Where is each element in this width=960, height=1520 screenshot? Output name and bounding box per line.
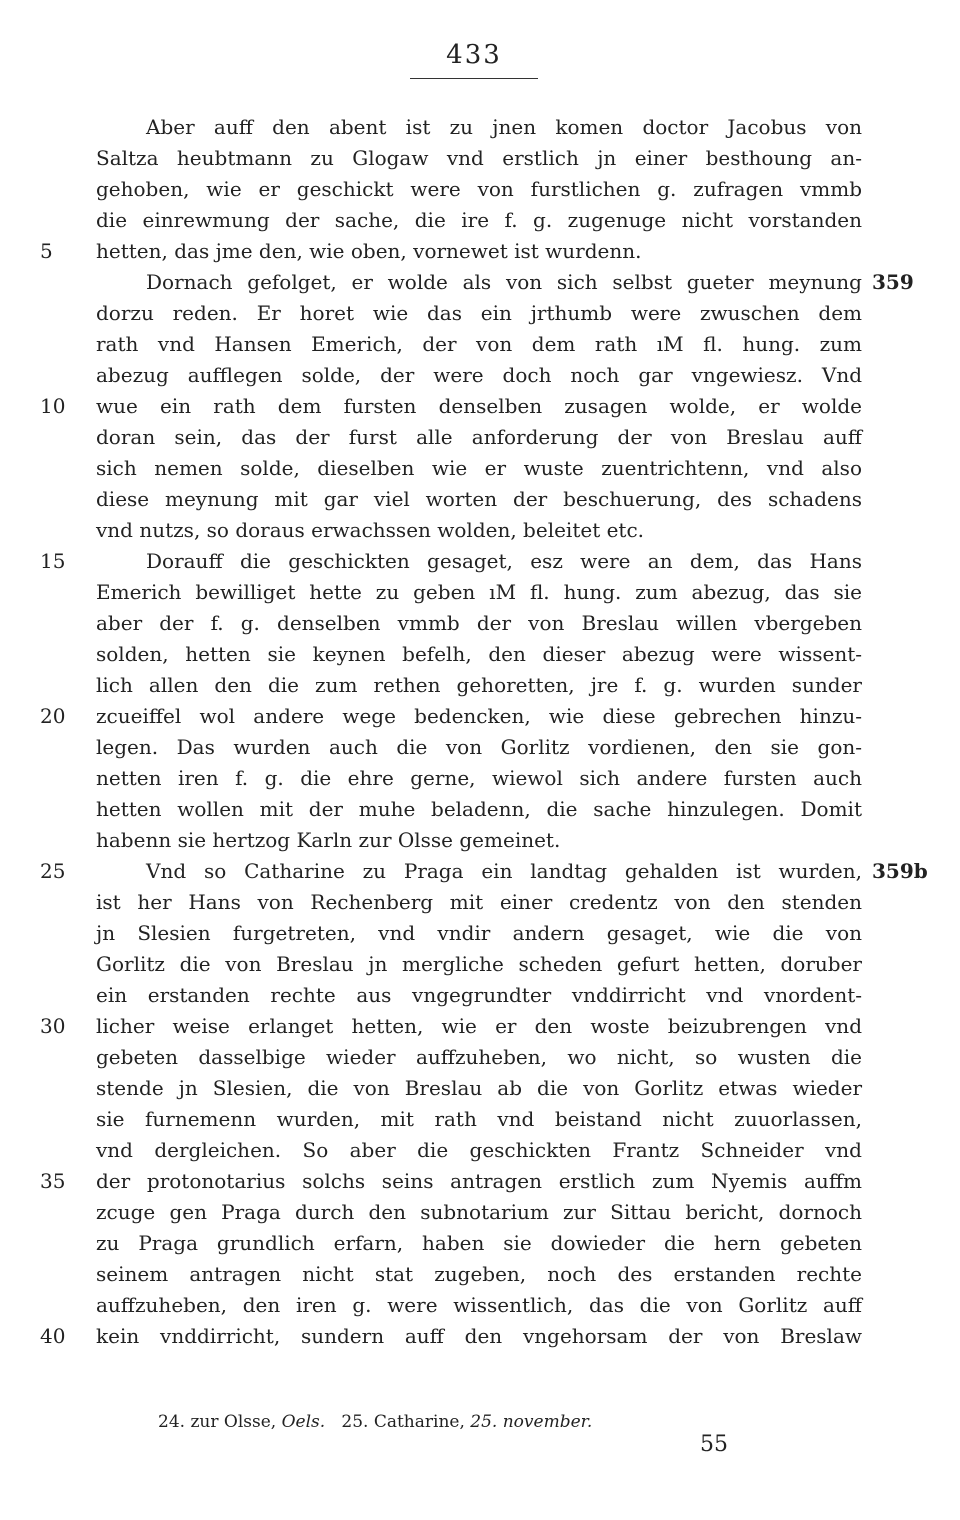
line-number: 35 [40,1169,66,1193]
text-line: kein vnddirricht, sundern auff den vngehorsam der von Breslaw [96,1324,862,1348]
text-line: jn Slesien furgetreten, vnd vndir andern gesaget, wie die von [96,921,862,945]
header-rule [410,78,538,79]
footnote-number: 25. [341,1412,369,1432]
text-line: gehoben, wie er geschickt were von furstlichen g. zufragen vmmb [96,177,862,201]
text-line: diese meynung mit gar viel worten der beschuerung, des schadens [96,487,862,511]
text-line: zcuge gen Praga durch den subnotarium zur Sittau bericht, dornoch [96,1200,862,1224]
footnote-number: 24. [158,1412,186,1432]
line-number: 10 [40,394,66,418]
text-line: Dornach gefolget, er wolde als von sich selbst gueter meynung [146,270,862,294]
line-number: 5 [40,239,53,263]
text-line: hetten wollen mit der muhe beladenn, die sache hinzulegen. Domit [96,797,862,821]
text-line: gebeten dasselbige wieder auffzuheben, wo nicht, so wusten die [96,1045,862,1069]
text-line: wue ein rath dem fursten denselben zusagen wolde, er wolde [96,394,862,418]
folio-marker: 359 [872,270,914,294]
text-line: habenn sie hertzog Karln zur Olsse gemeinet. [96,828,561,852]
text-line: ist her Hans von Rechenberg mit einer credentz von den stenden [96,890,862,914]
text-line: rath vnd Hansen Emerich, der von dem rath ıM fl. hung. zum [96,332,862,356]
footnote-gloss: 25. november. [470,1412,593,1432]
text-line: hetten, das jme den, wie oben, vornewet ist wurdenn. [96,239,642,263]
text-line: doran sein, das der furst alle anforderung der von Breslau auff [96,425,862,449]
line-number: 15 [40,549,66,573]
line-number: 40 [40,1324,66,1348]
signature-mark: 55 [700,1432,728,1457]
text-line: vnd dergleichen. So aber die geschickten Frantz Schneider vnd [96,1138,862,1162]
line-number: 20 [40,704,66,728]
text-line: die einrewmung der sache, die ire f. g. zugenuge nicht vorstanden [96,208,862,232]
folio-marker: 359b [872,859,928,883]
text-line: der protonotarius solchs seins antragen erstlich zum Nyemis auffm [96,1169,862,1193]
text-line: Dorauff die geschickten gesaget, esz were an dem, das Hans [146,549,862,573]
text-line: licher weise erlanget hetten, wie er den woste beizubrengen vnd [96,1014,862,1038]
text-line: abezug aufflegen solde, der were doch noch gar vngewiesz. Vnd [96,363,862,387]
text-line: seinem antragen nicht stat zugeben, noch des erstanden rechte [96,1262,862,1286]
text-line: ein erstanden rechte aus vngegrundter vnddirricht vnd vnordent- [96,983,862,1007]
text-line: legen. Das wurden auch die von Gorlitz vordienen, den sie gon- [96,735,862,759]
text-line: dorzu reden. Er horet wie das ein jrthumb were zwuschen dem [96,301,862,325]
text-line: sie furnemenn wurden, mit rath vnd beistand nicht zuuorlassen, [96,1107,862,1131]
text-line: zu Praga grundlich erfarn, haben sie dowieder die hern gebeten [96,1231,862,1255]
text-line: Vnd so Catharine zu Praga ein landtag gehalden ist wurden, [146,859,862,883]
text-line: aber der f. g. denselben vmmb der von Breslau willen vbergeben [96,611,862,635]
text-line: stende jn Slesien, die von Breslau ab die von Gorlitz etwas wieder [96,1076,862,1100]
text-line: Saltza heubtmann zu Glogaw vnd erstlich jn einer besthoung an- [96,146,862,170]
text-line: zcueiffel wol andere wege bedencken, wie diese gebrechen hinzu- [96,704,862,728]
line-number: 30 [40,1014,66,1038]
text-line: auffzuheben, den iren g. were wissentlich, das die von Gorlitz auff [96,1293,862,1317]
text-line: netten iren f. g. die ehre gerne, wiewol sich andere fursten auch [96,766,862,790]
text-line: vnd nutzs, so doraus erwachssen wolden, beleitet etc. [96,518,645,542]
line-number: 25 [40,859,66,883]
footnote-gloss: Oels. [281,1412,326,1432]
text-line: Gorlitz die von Breslau jn mergliche scheden gefurt hetten, doruber [96,952,862,976]
text-line: Aber auff den abent ist zu jnen komen doctor Jacobus von [146,115,862,139]
text-line: lich allen den die zum rethen gehoretten, jre f. g. wurden sunder [96,673,862,697]
footnote [158,1412,592,1432]
text-line: sich nemen solde, dieselben wie er wuste zuentrichtenn, vnd also [96,456,862,480]
text-line: solden, hetten sie keynen befelh, den dieser abezug were wissent- [96,642,862,666]
page-number: 433 [446,40,502,70]
footnote-text: Catharine, [373,1412,465,1432]
footnote-text: zur Olsse, [190,1412,277,1432]
text-line: Emerich bewilliget hette zu geben ıM fl. hung. zum abezug, das sie [96,580,862,604]
